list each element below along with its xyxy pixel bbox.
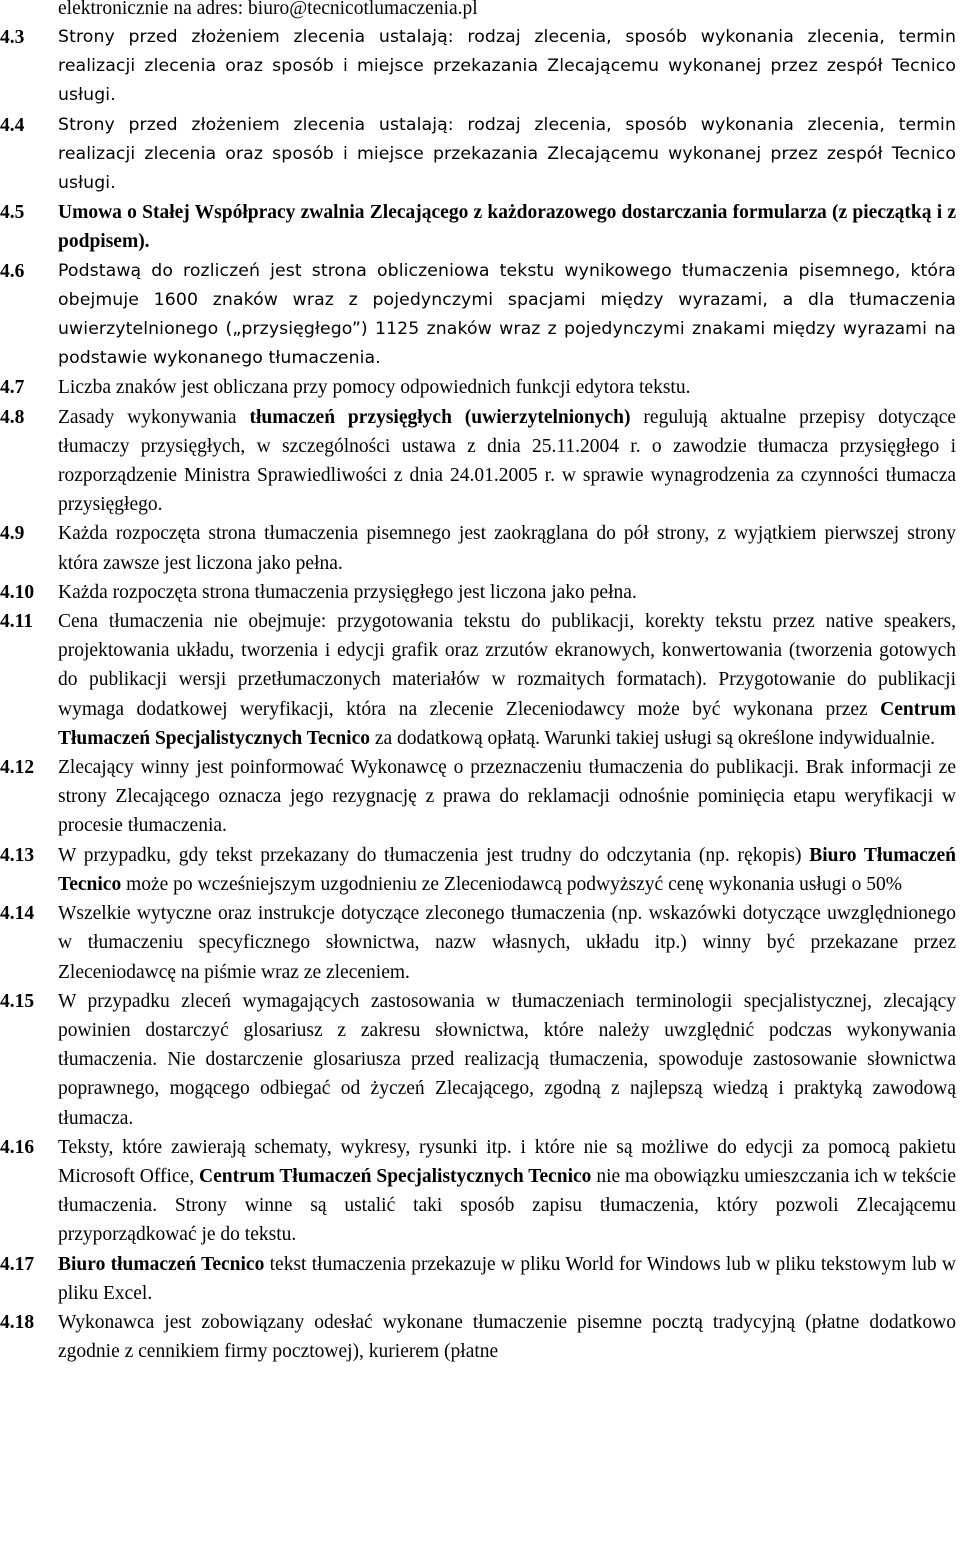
clause-text-run: W przypadku zleceń wymagających zastosowania w tłumaczeniach terminologii specjalistycznej, zlecający powinien dostarczyć glosariusz z zakresu słownictwa, które należy uwzględnić podczas wykonywania tłumaczenia. Nie dostarczenie glosariusza przed realizacją tłumaczenia, spowoduje zastosowanie słownictwa poprawnego, mogącego odbiegać od życzeń Zlecającego, zgodną z najlepszą wiedzą i praktyką zawodową tłumacza. — [58, 990, 956, 1129]
clause-text-run: Każda rozpoczęta strona tłumaczenia pisemnego jest zaokrąglana do pół strony, z wyjątkiem pierwszej strony która zawsze jest liczona jako pełna. — [58, 523, 956, 574]
clause-number: 4.18 — [0, 1311, 35, 1333]
clause-item — [0, 198, 956, 256]
clause-text-run: Liczba znaków jest obliczana przy pomocy odpowiednich funkcji edytora tekstu. — [58, 377, 691, 399]
clause-number: 4.9 — [0, 523, 25, 545]
clause-number: 4.14 — [0, 903, 35, 925]
clause-number: 4.5 — [0, 202, 25, 224]
clause-item — [0, 1250, 956, 1308]
terms-list — [0, 23, 956, 1366]
clause-number: 4.8 — [0, 406, 25, 428]
clause-text-bold: tłumaczeń przysięgłych (uwierzytelnionych) — [249, 406, 631, 428]
clause-text — [58, 198, 956, 256]
clause-text-run: Zlecający winny jest poinformować Wykonawcę o przeznaczeniu tłumaczenia do publikacji. Brak informacji ze strony Zlecającego oznacza jego rezygnację z prawa do reklamacji odnośnie pominięcia etapu weryfikacji w procesie tłumaczenia. — [58, 757, 956, 837]
clause-text — [58, 373, 956, 402]
clause-number: 4.12 — [0, 757, 35, 779]
clause-number: 4.17 — [0, 1253, 35, 1275]
clause-text — [58, 1250, 956, 1308]
clause-item — [0, 841, 956, 899]
clause-text-run: W przypadku, gdy tekst przekazany do tłumaczenia jest trudny do odczytania (np. rękopis) — [58, 844, 810, 866]
clause-text — [58, 257, 956, 374]
clause-item — [0, 373, 956, 402]
clause-text-run: nie ma obowiązku umieszczania ich w tekście tłumaczenia. Strony winne są ustalić taki sposób zapisu tłumaczenia, który pozwoli Zlecającemu przyporządkować je do tekstu. — [58, 1165, 956, 1246]
clause-number: 4.4 — [0, 114, 25, 136]
clause-item — [0, 753, 956, 841]
clause-text — [58, 519, 956, 577]
clause-item — [0, 1133, 956, 1250]
clause-text-run: tekst tłumaczenia przekazuje w pliku World for Windows lub w pliku tekstowym lub w pliku Excel. — [58, 1253, 957, 1304]
clause-item — [0, 899, 956, 987]
clause-number: 4.16 — [0, 1136, 35, 1158]
clause-item — [0, 1308, 956, 1366]
clause-text-bold: Centrum Tłumaczeń Specjalistycznych Tecnico — [199, 1165, 592, 1187]
clause-item — [0, 403, 956, 520]
clause-text — [58, 1308, 956, 1366]
clause-item — [0, 607, 956, 753]
clause-text-run: Zasady wykonywania — [58, 406, 250, 428]
clause-item — [0, 519, 956, 577]
clause-text-bold: Umowa o Stałej Współpracy zwalnia Zlecającego z każdorazowego dostarczania formularza (z pieczątką i z podpisem). — [58, 202, 956, 253]
clause-text — [58, 111, 956, 199]
clause-text — [58, 987, 956, 1133]
clause-text-bold: Biuro Tłumaczeń Tecnico — [58, 844, 956, 895]
clause-text — [58, 841, 956, 899]
clause-text-run: może po wcześniejszym uzgodnieniu ze Zleceniodawcą podwyższyć cenę wykonania usługi o 50% — [121, 873, 903, 895]
clause-text — [58, 403, 956, 520]
clause-number: 4.3 — [0, 27, 25, 48]
clause-text — [58, 578, 956, 607]
clause-text-bold: Centrum Tłumaczeń Specjalistycznych Tecnico — [58, 698, 956, 749]
clause-text — [58, 1133, 956, 1250]
clause-text-bold: Biuro tłumaczeń Tecnico — [58, 1253, 265, 1275]
clause-text-run: Strony przed złożeniem zlecenia ustalają: rodzaj zlecenia, sposób wykonania zlecenia, termin realizacji zlecenia oraz sposób i miejsce przekazania Zlecającemu wykonanej przez zespół Tecnico usługi. — [58, 27, 956, 106]
clause-item — [0, 111, 956, 199]
clause-item — [0, 257, 956, 374]
contact-email-line: elektronicznie na adres: biuro@tecnicotlumaczenia.pl — [58, 0, 478, 19]
clause-item — [0, 987, 956, 1133]
clause-number: 4.10 — [0, 581, 35, 603]
clause-number: 4.6 — [0, 260, 25, 282]
clause-text-run: regulują aktualne przepisy dotyczące tłumaczy przysięgłych, w szczególności ustawa z dnia 25.11.2004 r. o zawodzie tłumacza przysięgłego i rozporządzenie Ministra Sprawiedliwości z dnia 24.01.2005 r. w sprawie wynagrodzenia za czynności tłumacza przysięgłego. — [58, 406, 957, 516]
clause-item — [0, 578, 956, 607]
clause-number: 4.7 — [0, 377, 25, 399]
clause-text-run: Każda rozpoczęta strona tłumaczenia przysięgłego jest liczona jako pełna. — [58, 581, 637, 603]
clause-text — [58, 899, 956, 987]
clause-text — [58, 23, 956, 111]
clause-text — [58, 753, 956, 841]
clause-text — [58, 607, 956, 753]
clause-text-run: Teksty, które zawierają schematy, wykresy, rysunki itp. i które nie są możliwe do edycji za pomocą pakietu Microsoft Office, — [58, 1136, 956, 1187]
clause-number: 4.15 — [0, 990, 35, 1012]
clause-text-run: Wszelkie wytyczne oraz instrukcje dotyczące zleconego tłumaczenia (np. wskazówki dotyczące uwzględnionego w tłumaczeniu specyficznego słownictwa, nazw własnych, układu itp.) winny być przekazane przez Zleceniodawcę na piśmie wraz ze zleceniem. — [58, 903, 956, 983]
clause-text-run: Strony przed złożeniem zlecenia ustalają: rodzaj zlecenia, sposób wykonania zlecenia, termin realizacji zlecenia oraz sposób i miejsce przekazania Zlecającemu wykonanej przez zespół Tecnico usługi. — [58, 114, 956, 194]
clause-number: 4.11 — [0, 611, 34, 633]
clause-text-run: za dodatkową opłatą. Warunki takiej usługi są określone indywidualnie. — [369, 727, 936, 749]
clause-text-run: Wykonawca jest zobowiązany odesłać wykonane tłumaczenie pisemne pocztą tradycyjną (płatne dodatkowo zgodnie z cennikiem firmy pocztowej), kurierem (płatne — [58, 1311, 956, 1363]
clause-text-run: Cena tłumaczenia nie obejmuje: przygotowania tekstu do publikacji, korekty tekstu przez native speakers, projektowania układu, tworzenia i edycji grafik oraz zrzutów ekranowych, konwertowania (tworzenia gotowych do publikacji wersji przetłumaczonych materiałów w rozmaitych formatach). Przygotowanie do publikacji wymaga dodatkowej weryfikacji, która na zlecenie Zleceniodawcy może być wykonana przez — [58, 611, 956, 720]
clause-number: 4.13 — [0, 844, 35, 866]
clause-item — [0, 23, 956, 111]
clause-text-run: Podstawą do rozliczeń jest strona obliczeniowa tekstu wynikowego tłumaczenia pisemnego, która obejmuje 1600 znaków wraz z pojedynczymi spacjami między wyrazami, a dla tłumaczenia uwierzytelnionego („przysięgłego”) 1125 znaków wraz z pojedynczymi znakami między wyrazami na podstawie wykonanego tłumaczenia. — [58, 260, 956, 369]
